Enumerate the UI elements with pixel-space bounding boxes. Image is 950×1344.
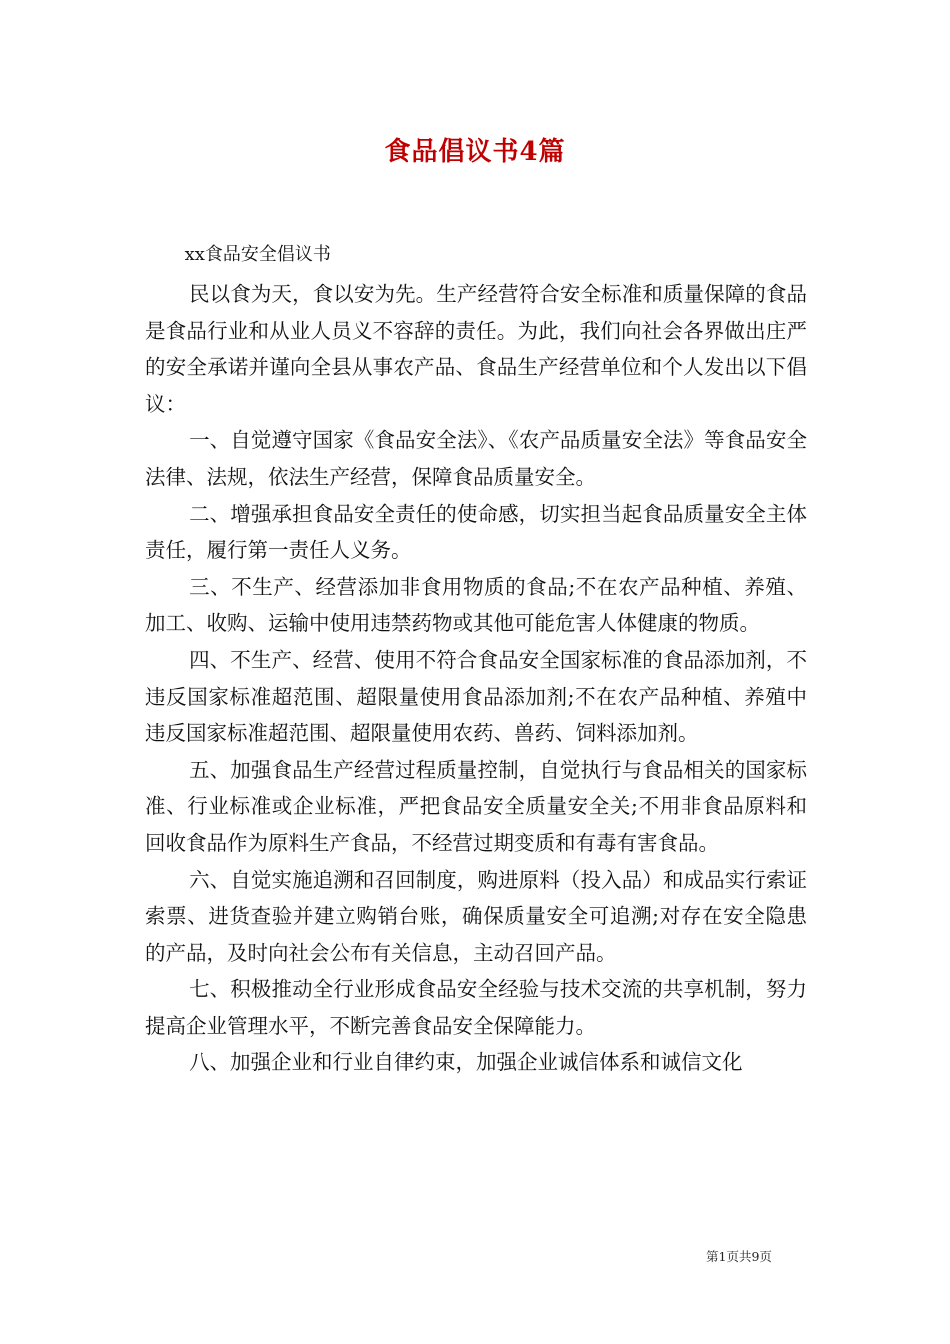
paragraph-item-6: 六、自觉实施追溯和召回制度，购进原料（投入品）和成品实行索证索票、进货查验并建立购销台账，确保质量安全可追溯;对存在安全隐患的产品，及时向社会公布有关信息，主动召回产品。 — [145, 867, 807, 965]
paragraph-item-4: 四、不生产、经营、使用不符合食品安全国家标准的食品添加剂，不违反国家标准超范围、超限量使用食品添加剂;不在农产品种植、养殖中违反国家标准超范围、超限量使用农药、兽药、饲料添加剂。 — [145, 647, 807, 746]
paragraph-item-8: 八、加强企业和行业自律约束，加强企业诚信体系和诚信文化 — [189, 1050, 743, 1075]
paragraph-intro: 民以食为天，食以安为先。生产经营符合安全标准和质量保障的食品是食品行业和从业人员义不容辞的责任。为此，我们向社会各界做出庄严的安全承诺并谨向全县从事农产品、食品生产经营单位和个人发出以下倡议： — [145, 282, 807, 416]
document-body — [145, 240, 807, 1081]
document-subheading: xx食品安全倡议书 — [184, 244, 331, 265]
paragraph-item-5: 五、加强食品生产经营过程质量控制，自觉执行与食品相关的国家标准、行业标准或企业标准，严把食品安全质量安全关;不用非食品原料和回收食品作为原料生产食品，不经营过期变质和有毒有害食品。 — [145, 757, 807, 855]
paragraph-item-3: 三、不生产、经营添加非食用物质的食品;不在农产品种植、养殖、加工、收购、运输中使用违禁药物或其他可能危害人体健康的物质。 — [145, 574, 807, 636]
paragraph-item-1: 一、自觉遵守国家《食品安全法》、《农产品质量安全法》等食品安全法律、法规，依法生产经营，保障食品质量安全。 — [145, 428, 807, 489]
document-title: 食品倡议书4篇 — [384, 137, 566, 167]
page-number-footer: 第1页共9页 — [706, 1249, 772, 1264]
paragraph-item-2: 二、增强承担食品安全责任的使命感，切实担当起食品质量安全主体责任，履行第一责任人义务。 — [145, 501, 807, 563]
paragraph-item-7: 七、积极推动全行业形成食品安全经验与技术交流的共享机制，努力提高企业管理水平，不断完善食品安全保障能力。 — [145, 977, 807, 1038]
